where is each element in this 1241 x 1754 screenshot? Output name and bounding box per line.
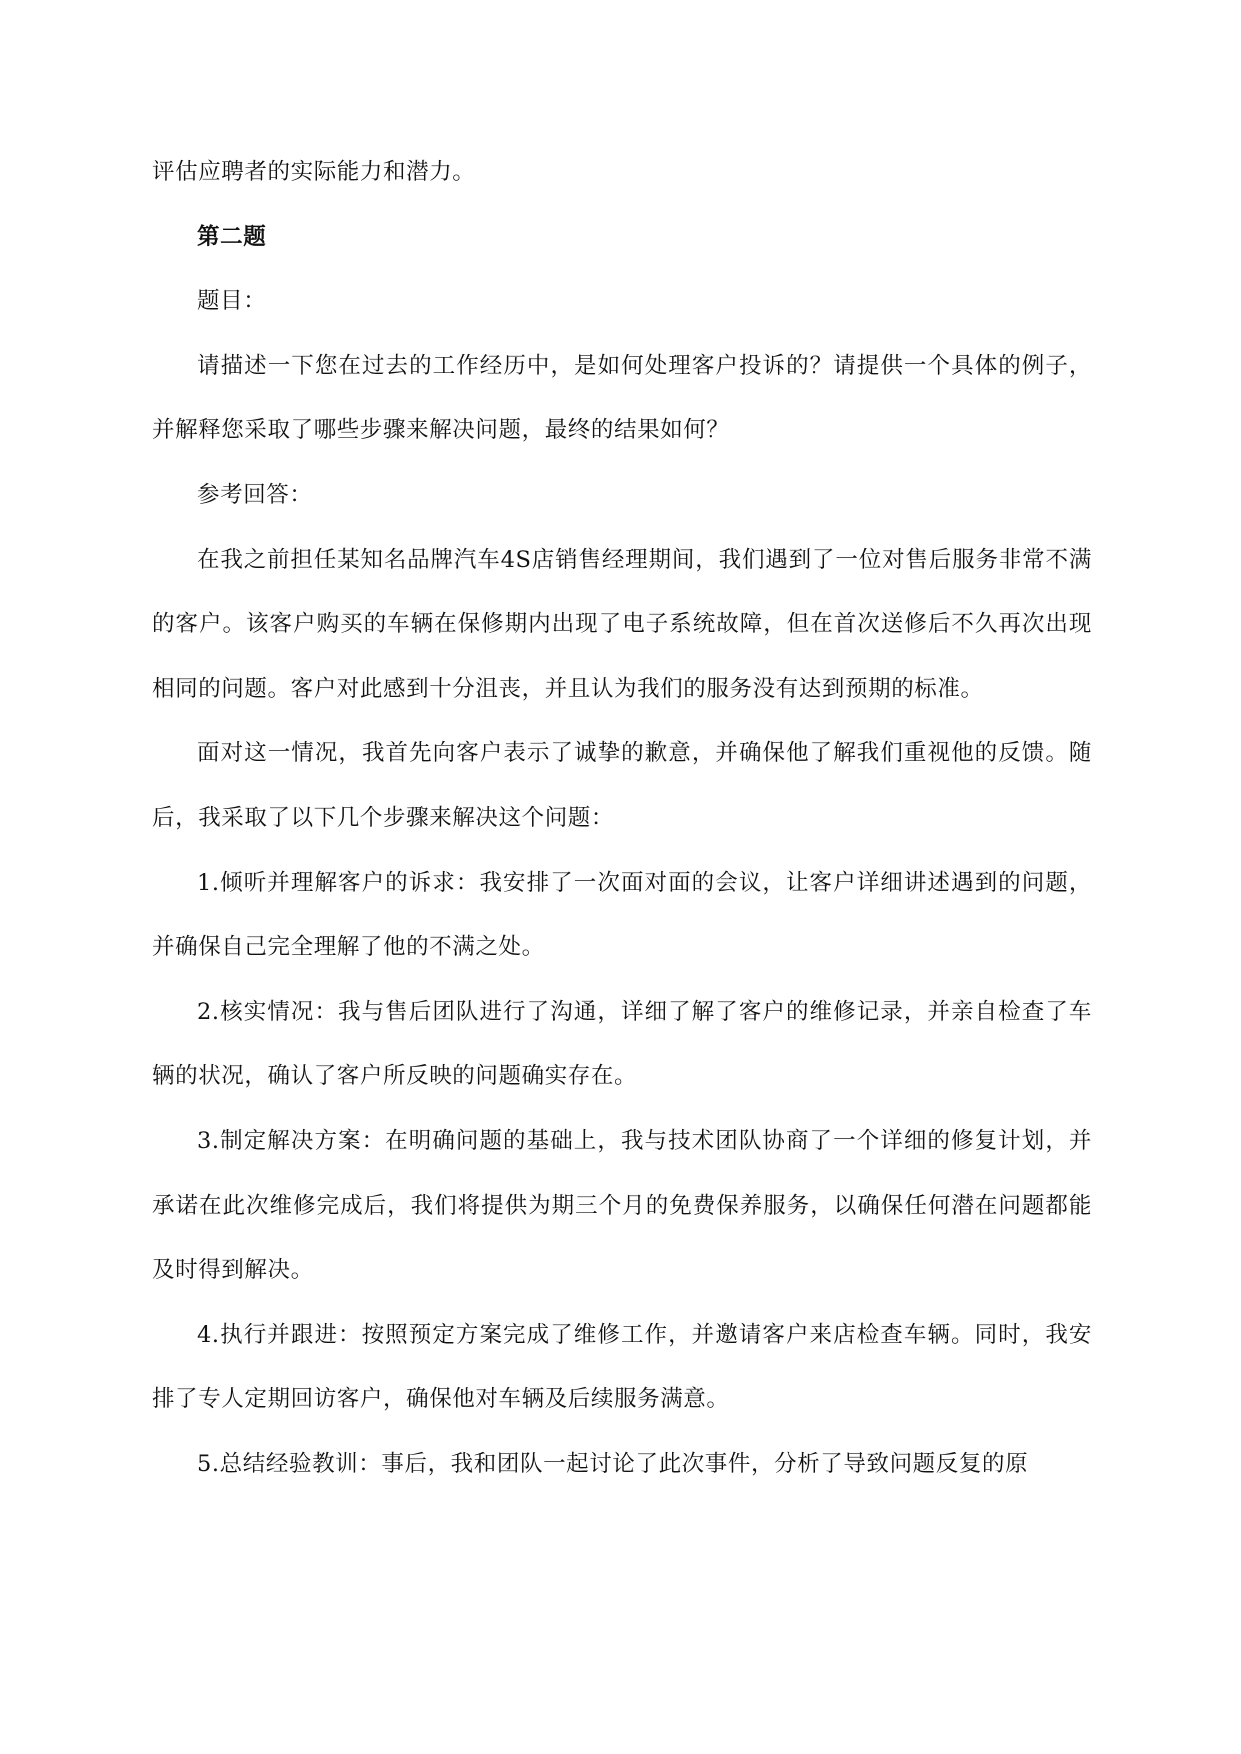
- question-text: 请描述一下您在过去的工作经历中，是如何处理客户投诉的？请提供一个具体的例子，并解释您采取了哪些步骤来解决问题，最终的结果如何？: [152, 352, 1092, 444]
- step-item: 4.执行并跟进：按照预定方案完成了维修工作，并邀请客户来店检查车辆。同时，我安排了专人定期回访客户，确保他对车辆及后续服务满意。: [152, 1321, 1092, 1413]
- step-item: 5.总结经验教训：事后，我和团队一起讨论了此次事件，分析了导致问题反复的原: [197, 1450, 1029, 1477]
- step-item: 2.核实情况：我与售后团队进行了沟通，详细了解了客户的维修记录，并亲自检查了车辆的状况，确认了客户所反映的问题确实存在。: [152, 998, 1092, 1090]
- answer-paragraph: 在我之前担任某知名品牌汽车4S店销售经理期间，我们遇到了一位对售后服务非常不满的客户。该客户购买的车辆在保修期内出现了电子系统故障，但在首次送修后不久再次出现相同的问题。客户对此感到十分沮丧，并且认为我们的服务没有达到预期的标准。: [152, 546, 1092, 702]
- section-title: 第二题: [197, 223, 267, 250]
- step-item: 3.制定解决方案：在明确问题的基础上，我与技术团队协商了一个详细的修复计划，并承诺在此次维修完成后，我们将提供为期三个月的免费保养服务，以确保任何潜在问题都能及时得到解决。: [152, 1127, 1092, 1284]
- document-body: [152, 140, 1092, 1496]
- question-label: 题目：: [197, 288, 267, 315]
- answer-paragraph: 面对这一情况，我首先向客户表示了诚挚的歉意，并确保他了解我们重视他的反馈。随后，我采取了以下几个步骤来解决这个问题：: [152, 740, 1092, 831]
- answer-label: 参考回答：: [197, 481, 313, 508]
- step-item: 1.倾听并理解客户的诉求：我安排了一次面对面的会议，让客户详细讲述遇到的问题，并确保自己完全理解了他的不满之处。: [152, 869, 1092, 961]
- continuation-text: 评估应聘者的实际能力和潜力。: [152, 159, 476, 185]
